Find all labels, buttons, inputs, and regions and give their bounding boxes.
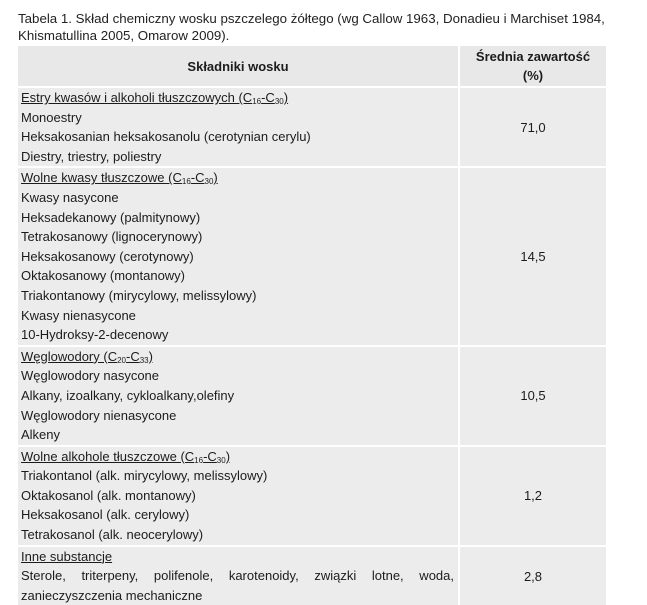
table-row xyxy=(18,168,606,344)
group-value: 2,8 xyxy=(459,547,606,605)
group-items xyxy=(18,88,459,166)
header-average-content xyxy=(459,46,606,86)
table-row xyxy=(18,547,606,605)
group-items xyxy=(18,347,459,445)
group-title: Wolne kwasy tłuszczowe $(C_{16}-C_{30})$ xyxy=(21,170,218,187)
list-item: Oktakosanowy (montanowy) xyxy=(21,268,186,284)
list-item: Heksadekanowy (palmitynowy) xyxy=(21,209,201,225)
group-value: 14,5 xyxy=(459,168,606,344)
list-item: Oktakosanol (alk. montanowy) xyxy=(21,487,196,503)
group-items xyxy=(18,168,459,344)
list-item: Triakontanowy (mirycylowy, melissylowy) xyxy=(21,287,257,303)
list-item: Heksakosanian heksakosanolu (cerotynian cerylu) xyxy=(21,129,311,145)
header-components: Składniki wosku xyxy=(18,46,459,86)
list-item: Kwasy nienasycone xyxy=(21,307,136,323)
group-items xyxy=(18,547,459,605)
wax-composition-table xyxy=(18,46,606,605)
list-item: Tetrakosanol (alk. neocerylowy) xyxy=(21,527,204,543)
list-item: Heksakosanowy (cerotynowy) xyxy=(21,248,194,264)
group-value: 71,0 xyxy=(459,88,606,166)
table-caption: Tabela 1. Skład chemiczny wosku pszczelego żółtego (wg Callow 1963, Donadieu i Marchiset 1984, Khismatullina 2005, Omarow 2009). xyxy=(18,11,605,43)
list-item: Węglowodory nienasycone xyxy=(21,407,177,423)
table-header-row xyxy=(18,46,606,86)
list-item: Kwasy nasycone xyxy=(21,189,119,205)
header-unit: (%) xyxy=(522,68,544,83)
list-item: Diestry, triestry, poliestry xyxy=(21,148,162,164)
header-average-label: Średnia zawartość xyxy=(475,49,591,64)
table-row xyxy=(18,88,606,166)
list-item: Heksakosanol (alk. cerylowy) xyxy=(21,507,190,523)
list-item: Alkeny xyxy=(21,427,61,443)
table-row xyxy=(18,447,606,545)
list-item: Monoestry xyxy=(21,109,82,125)
list-item: Triakontanol (alk. mirycylowy, melissylowy) xyxy=(21,468,268,484)
list-item: Sterole, triterpeny, polifenole, karotenoidy, związki lotne, woda, zanieczyszczenia mechaniczne xyxy=(21,568,454,603)
list-item: Tetrakosanowy (lignocerynowy) xyxy=(21,229,203,245)
list-item: 10-Hydroksy-2-decenowy xyxy=(21,327,169,343)
group-title: Wolne alkohole tłuszczowe $(C_{16}-C_{30})$ xyxy=(21,448,231,465)
group-value: 10,5 xyxy=(459,347,606,445)
group-title: Estry kwasów i alkoholi tłuszczowych $(C_{16}-C_{30})$ xyxy=(21,90,289,106)
table-row xyxy=(18,347,606,445)
group-title: Węglowodory $(C_{20}-C_{33})$ xyxy=(21,348,153,365)
group-value: 1,2 xyxy=(459,447,606,545)
list-item: Węglowodory nasycone xyxy=(21,368,160,384)
list-item: Alkany, izoalkany, cykloalkany,olefiny xyxy=(21,387,235,403)
group-title: Inne substancje xyxy=(21,548,113,564)
group-items xyxy=(18,447,459,545)
